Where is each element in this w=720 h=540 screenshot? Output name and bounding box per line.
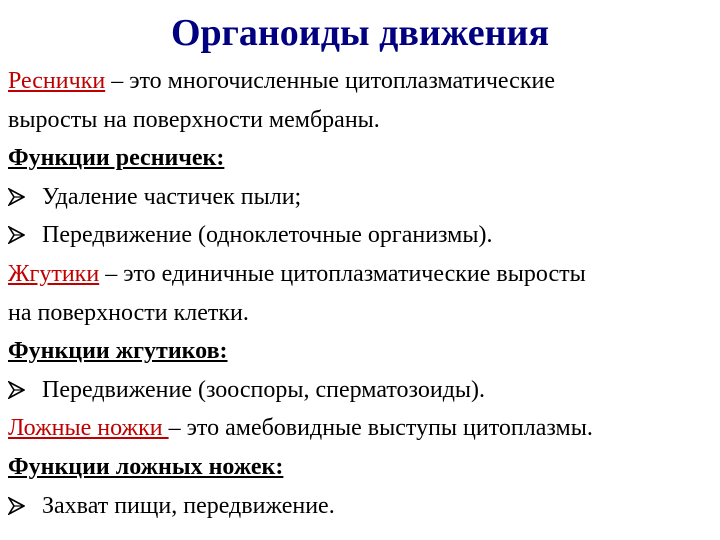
- definition-text: – это амебовидные выступы цитоплазмы.: [168, 415, 593, 442]
- term-flagella: Жгутики: [8, 260, 100, 287]
- bullet-text: Передвижение (зооспоры, сперматозоиды).: [42, 376, 486, 403]
- bullet-item: [8, 487, 718, 526]
- functions-heading: Функции ложных ножек:: [8, 453, 284, 480]
- term-pseudopodia: Ложные ножки: [8, 415, 169, 442]
- definition-continuation: на поверхности клетки.: [8, 299, 249, 326]
- bullet-item: [8, 216, 718, 255]
- functions-heading: Функции жгутиков:: [8, 338, 228, 365]
- slide-body: [8, 62, 718, 525]
- definition-line: [8, 62, 718, 101]
- slide-title: Органоиды движения: [170, 12, 550, 54]
- bullet-text: Захват пищи, передвижение.: [42, 492, 335, 519]
- definition-continuation: выросты на поверхности мембраны.: [8, 106, 380, 133]
- arrowhead-bullet-icon: [8, 497, 25, 515]
- bullet-text: Удаление частичек пыли;: [42, 183, 302, 210]
- definition-line: [8, 409, 718, 448]
- arrowhead-bullet-icon: [8, 188, 25, 206]
- definition-text: – это многочисленные цитоплазматические: [105, 68, 555, 94]
- arrowhead-bullet-icon: [8, 381, 25, 399]
- definition-line: [8, 255, 718, 294]
- bullet-item: [8, 371, 718, 410]
- bullet-item: [8, 178, 718, 217]
- bullet-text: Передвижение (одноклеточные организмы).: [42, 222, 493, 249]
- term-cilia: Реснички: [8, 68, 106, 94]
- functions-heading: Функции ресничек:: [8, 145, 225, 172]
- definition-text: – это единичные цитоплазматические выросты: [99, 260, 586, 287]
- arrowhead-bullet-icon: [8, 226, 25, 244]
